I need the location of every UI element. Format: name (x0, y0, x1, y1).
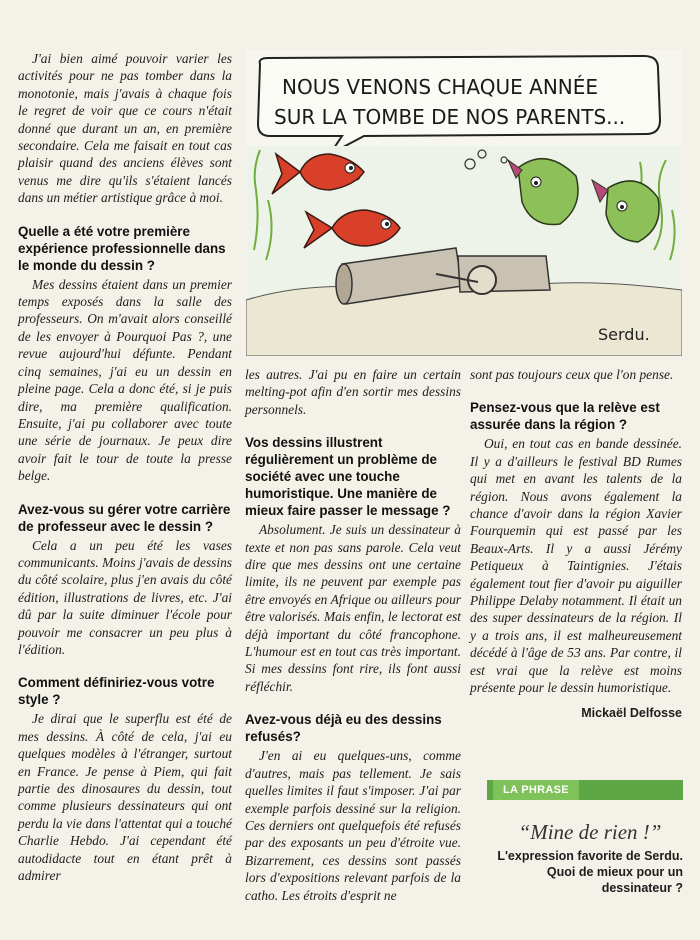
question-style: Comment définiriez-vous votre style ? (18, 675, 215, 708)
phrase-box (487, 780, 683, 910)
phrase-quote: “Mine de rien !” (518, 820, 662, 844)
speech-line-2: SUR LA TOMBE DE NOS PARENTS... (274, 105, 626, 129)
cartoon-signature: Serdu. (598, 325, 650, 344)
continued-paragraph-2: sont pas toujours ceux que l'on pense. (470, 367, 674, 382)
answer-style: Je dirai que le superflu est été de mes dessins. À côté de cela, j'ai eu quelques modèles à l'étranger, surtout en France. Je pense à Piem, qui fait partie des dinosaures du dessin, tout comme plusieurs dessinateurs qui ont perdu la vie dans l'attentat qui a touché Charlie Hebdo. J'ai cependant été autodidacte tout en étant prêt à admirer (18, 711, 232, 884)
question-refused: Avez-vous déjà eu des dessins refusés? (245, 712, 442, 745)
cartoon-drawing (246, 50, 682, 356)
author-signature: Mickaël Delfosse (581, 705, 682, 720)
answer-first-experience: Mes dessins étaient dans un premier temps exposés dans la salle des professeurs. On m'avait alors conseillé de les envoyer à Pourquoi Pas ?, une revue aujourd'hui défunte. Pendant cinq semaines, j'ai eu un dessin en pleine page. Cela a donc été, si je puis dire, ma première qualification. Ensuite, j'ai pu collaborer avec toute une série de journaux. Je peux dire avoir fait le tour de toute la presse belge. (18, 276, 232, 484)
article-column-2 (245, 366, 461, 904)
speech-line-1: NOUS VENONS CHAQUE ANNÉE (282, 75, 599, 99)
phrase-description: L'expression favorite de Serdu. Quoi de mieux pour un dessinateur ? (497, 849, 683, 895)
answer-society: Absolument. Je suis un dessinateur à texte et non pas sans parole. Cela veut dire que mes dessins ont une certaine limite, ils ne peuvent par exemple pas être envoyés en Afrique ou ailleurs pour être valorisés. Mais enfin, le lectorat est déjà important du côté francophone. L'humour est en tout cas très important. Si mes dessins font rire, ils font aussi réfléchir. (245, 522, 461, 694)
question-society: Vos dessins illustrent régulièrement un problème de société avec une touche humoristique. Une manière de mieux faire passer le message ? (245, 435, 451, 519)
continued-paragraph: les autres. J'ai pu en faire un certain melting-pot afin d'en sortir mes dessins personnels. (245, 367, 461, 417)
question-first-experience: Quelle a été votre première expérience professionnelle dans le monde du dessin ? (18, 223, 226, 273)
article-column-1 (18, 50, 232, 884)
answer-refused: J'en ai eu quelques-uns, comme d'autres, mais pas tellement. Je sais quelles limites il faut s'imposer. J'ai par exemple parfois dessiné sur la religion. Ces derniers ont quelquefois été refusés par des exposants un peu d'étroite vue. Bizarrement, ces dessins sont passés lors d'expositions relevant parfois de la catho. Les étroits d'esprit ne (245, 748, 461, 903)
question-succession: Pensez-vous que la relève est assurée dans la région ? (470, 400, 660, 433)
question-career: Avez-vous su gérer votre carrière de professeur avec le dessin ? (18, 501, 231, 534)
answer-career: Cela a un peu été les vases communicants. Moins j'avais de dessins du côté scolaire, plus j'en avais du côté édition, illustrations de livres, etc. J'ai dû par la suite diminuer l'école pour pouvoir me consacrer un peu plus à l'édition. (18, 537, 232, 657)
article-column-3 (470, 366, 682, 722)
cartoon-illustration (246, 50, 682, 356)
sea-floor (246, 282, 682, 356)
intro-paragraph: J'ai bien aimé pouvoir varier les activités pour ne pas tomber dans la monotonie, mais j'avais à chaque fois le regret de voir que ce cours n'était donné que durant un an, en première secondaire. Cela me faisait en tout cas plaisir quand des anciens élèves sont venus me dire qu'ils s'étaient lancés dans un métier artistique grâce à moi. (18, 51, 232, 206)
phrase-label: LA PHRASE (493, 780, 579, 800)
answer-succession: Oui, en tout cas en bande dessinée. Il y a d'ailleurs le festival BD Rumes qui met en avant les talents de la région. Nous avons également la chance d'avoir dans la région Xavier Fourquemin qui est passé par les Beaux-Arts. Il y a aussi Jérémy Petiqueux à Taintignies. J'étais également tout fier d'avoir pu aiguiller Philippe Delaby notamment. Il était un des super dessinateurs de la région. Il y a trois ans, il est malheureusement décédé à l'âge de 53 ans. Par contre, il est vrai que la relève est moins présente pour le dessin humoristique. (470, 436, 682, 696)
